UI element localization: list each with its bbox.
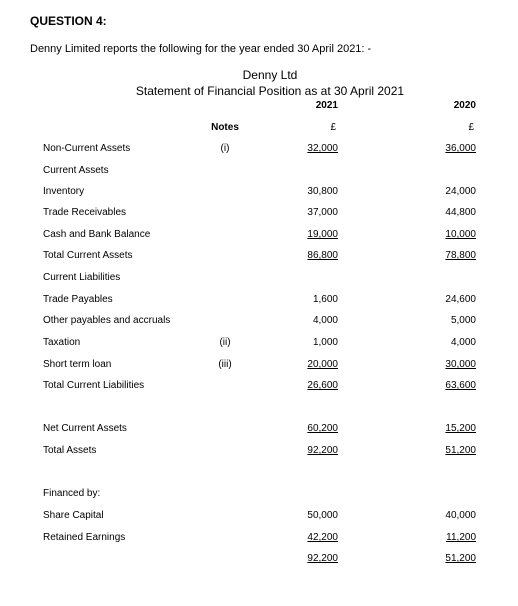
row-label: Short term loan	[43, 359, 112, 370]
row-label: Net Current Assets	[43, 423, 127, 434]
row-value-2020: 44,800	[445, 207, 476, 218]
notes-header: Notes	[211, 122, 239, 133]
row-value-2020: 24,600	[445, 294, 476, 305]
intro-text: Denny Limited reports the following for the year ended 30 April 2021: -	[30, 43, 372, 55]
year-2020-header: 2020	[453, 100, 476, 111]
row-value-2020: 78,800	[445, 250, 476, 261]
row-value-2020: 30,000	[445, 359, 476, 370]
year-2021-header: 2021	[315, 100, 338, 111]
row-value-2020: 5,000	[450, 315, 476, 326]
row-value-2020: 4,000	[450, 337, 476, 348]
row-value-2021: 26,600	[307, 380, 338, 391]
row-note: (iii)	[218, 359, 232, 370]
row-label: Share Capital	[43, 510, 104, 521]
row-value-2020: 10,000	[445, 229, 476, 240]
row-value-2021: 32,000	[307, 143, 338, 154]
row-label: Total Assets	[43, 445, 97, 456]
row-value-2021: 50,000	[307, 510, 338, 521]
row-value-2021: 37,000	[307, 207, 338, 218]
row-value-2021: 20,000	[307, 359, 338, 370]
company-name: Denny Ltd	[242, 68, 298, 82]
row-value-2021: 86,800	[307, 250, 338, 261]
row-value-2020: 51,200	[445, 445, 476, 456]
row-value-2021: 60,200	[307, 423, 338, 434]
row-label: Current Assets	[43, 165, 109, 176]
statement-title: Statement of Financial Position as at 30 April 2021	[135, 84, 405, 98]
row-note: (ii)	[219, 337, 231, 348]
row-value-2021: 19,000	[307, 229, 338, 240]
row-value-2020: 40,000	[445, 510, 476, 521]
row-label: Total Current Liabilities	[43, 380, 145, 391]
row-value-2021: 42,200	[307, 532, 338, 543]
row-label: Trade Payables	[43, 294, 113, 305]
row-label: Current Liabilities	[43, 272, 121, 283]
row-value-2021: 1,600	[312, 294, 338, 305]
question-heading: QUESTION 4:	[30, 14, 107, 28]
row-value-2021: 92,200	[307, 553, 338, 564]
row-label: Financed by:	[43, 488, 101, 499]
row-label: Inventory	[43, 186, 85, 197]
row-note: (i)	[220, 143, 230, 154]
row-label: Non-Current Assets	[43, 143, 131, 154]
row-value-2020: 51,200	[445, 553, 476, 564]
row-value-2021: 30,800	[307, 186, 338, 197]
row-label: Taxation	[43, 337, 81, 348]
row-label: Other payables and accruals	[43, 315, 171, 326]
currency-2021: £	[330, 122, 336, 133]
row-value-2020: 63,600	[445, 380, 476, 391]
row-value-2021: 92,200	[307, 445, 338, 456]
currency-2020: £	[468, 122, 474, 133]
row-label: Retained Earnings	[43, 532, 126, 543]
row-value-2020: 24,000	[445, 186, 476, 197]
row-label: Total Current Assets	[43, 250, 133, 261]
row-value-2021: 4,000	[312, 315, 338, 326]
row-value-2021: 1,000	[312, 337, 338, 348]
row-label: Cash and Bank Balance	[43, 229, 151, 240]
row-label: Trade Receivables	[43, 207, 127, 218]
row-value-2020: 15,200	[445, 423, 476, 434]
row-value-2020: 11,200	[446, 532, 476, 543]
row-value-2020: 36,000	[445, 143, 476, 154]
